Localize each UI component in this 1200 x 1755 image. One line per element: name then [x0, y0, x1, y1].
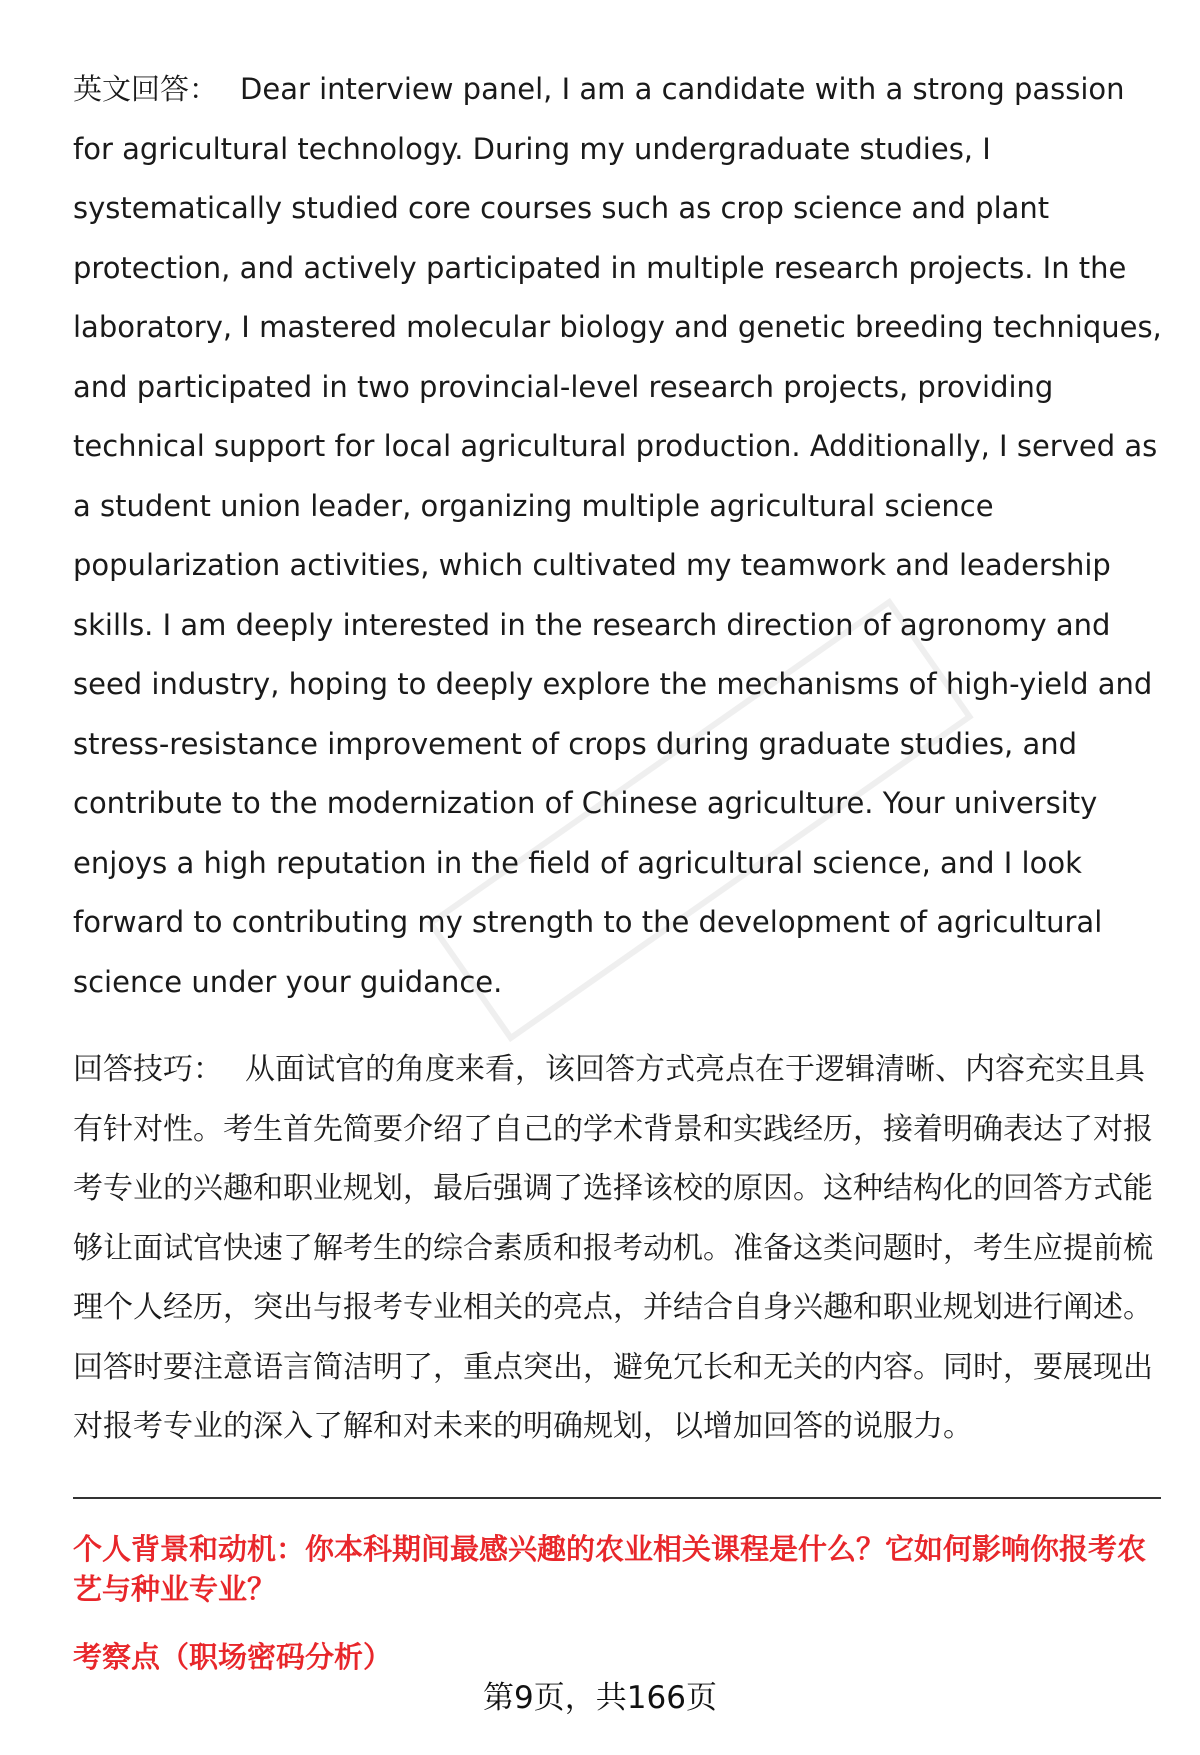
english-answer-text: Dear interview panel, I am a candidate with a strong passion for agricultural technology. During my undergraduate studies, I systematically studied core courses such as crop science and plant protection, and actively participated in multiple research projects. In the laboratory, I mastered molecular biology and genetic breeding techniques, and participated in two provincial-level research projects, providing technical support for local agricultural production. Additionally, I served as a student union leader, organizing multiple agricultural science popularization activities, which cultivated my teamwork and leadership skills. I am deeply interested in the research direction of agronomy and seed industry, hoping to deeply explore the mechanisms of high-yield and stress-resistance improvement of crops during graduate studies, and contribute to the modernization of Chinese agriculture. Your university enjoys a high reputation in the field of agricultural science, and I look forward to contributing my strength to the development of agricultural science under your guidance. — [73, 72, 1162, 999]
english-answer-label: 英文回答： — [73, 72, 219, 106]
page-indicator: 第9页，共166页 — [483, 1680, 717, 1716]
document-page — [73, 60, 1163, 1677]
next-question-heading: 个人背景和动机：你本科期间最感兴趣的农业相关课程是什么？它如何影响你报考农艺与种业专业？ — [73, 1531, 1147, 1606]
answer-tips-label: 回答技巧： — [73, 1052, 223, 1087]
section-divider — [73, 1497, 1161, 1499]
assessment-points-heading: 考察点（职场密码分析） — [73, 1639, 393, 1674]
answer-tips-paragraph — [73, 1040, 1163, 1457]
english-answer-paragraph — [73, 60, 1163, 1012]
answer-tips-text: 从面试官的角度来看，该回答方式亮点在于逻辑清晰、内容充实且具有针对性。考生首先简要介绍了自己的学术背景和实践经历，接着明确表达了对报考专业的兴趣和职业规划，最后强调了选择该校的原因。这种结构化的回答方式能够让面试官快速了解考生的综合素质和报考动机。准备这类问题时，考生应提前梳理个人经历，突出与报考专业相关的亮点，并结合自身兴趣和职业规划进行阐述。回答时要注意语言简洁明了，重点突出，避免冗长和无关的内容。同时，要展现出对报考专业的深入了解和对未来的明确规划，以增加回答的说服力。 — [73, 1052, 1153, 1444]
